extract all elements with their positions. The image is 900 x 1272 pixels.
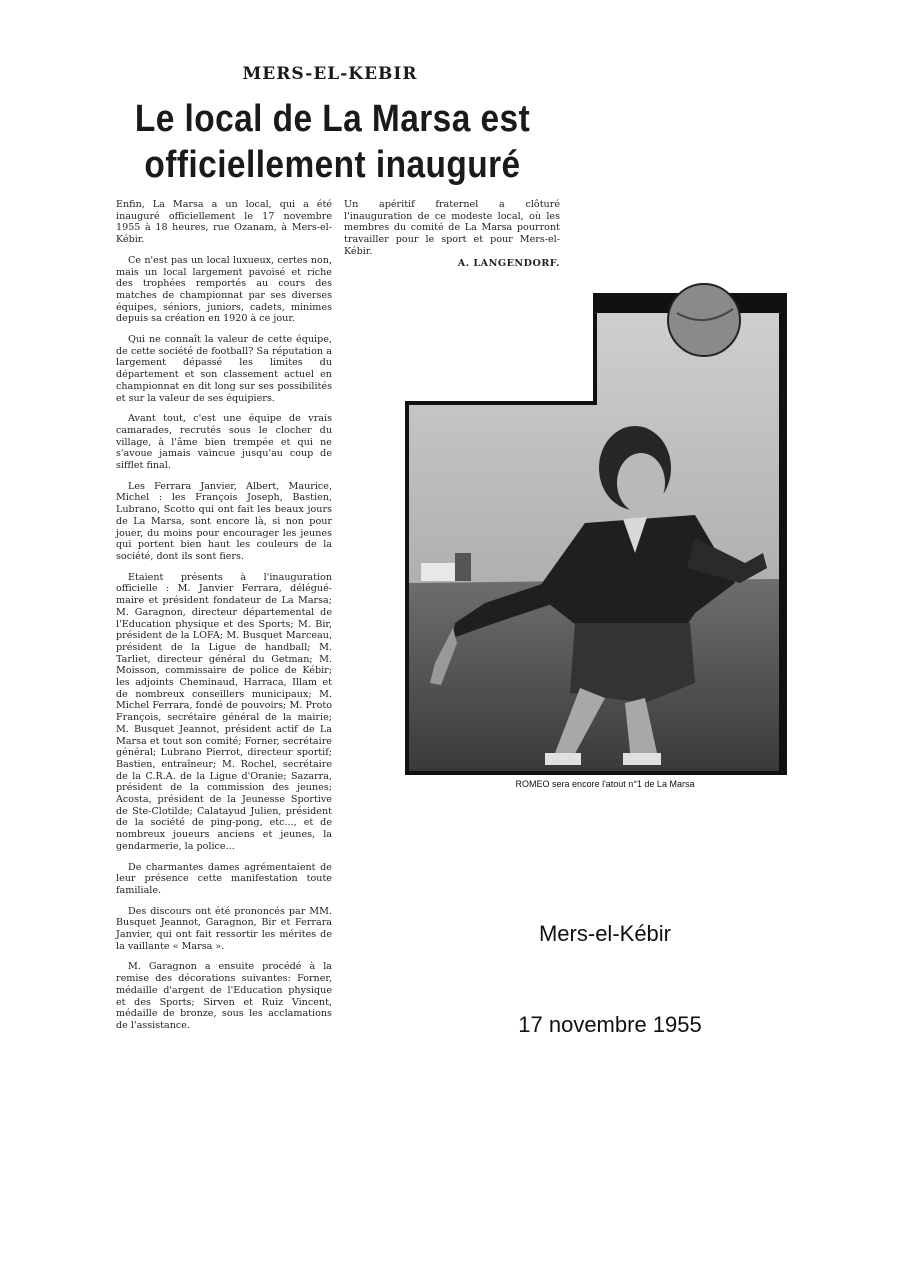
paragraph: Un apéritif fraternel a clôturé l'inauguration de ce modeste local, où les membres du comité de La Marsa pourront travailler pour le sport et pour Mers-el-Kébir.: [344, 199, 560, 257]
annotation-place: Mers-el-Kébir: [538, 921, 672, 946]
paragraph: Des discours ont été prononcés par MM. Busquet Jeannot, Garagnon, Bir et Ferrara Janvier, qui ont fait ressortir les mérites de la vaillante « Marsa ».: [116, 905, 332, 952]
paragraph: Les Ferrara Janvier, Albert, Maurice, Michel : les François Joseph, Bastien, Lubrano, Scotto qui ont fait les beaux jours de La Marsa, sont encore là, si non pour jouer, du moins pour encourager les jeunes qui portent bien haut les couleurs de la société, dont ils sont fiers.: [116, 480, 332, 562]
paragraph: Etaient présents à l'inauguration officielle : M. Janvier Ferrara, délégué-maire et président fondateur de La Marsa; M. Garagnon, directeur départemental de l'Education physique et des Sports; M. Bir, président de la LOFA; M. Busquet Marceau, président de la Ligue de handball; M. Tarliet, directeur général du Getman; M. Moisson, commissaire de police de Kébir; les adjoints Cheminaud, Harraca, Illam et de nombreux conseillers municipaux; M. Michel Ferrara, fondé de pouvoirs; M. Proto François, secrétaire général de la mairie; M. Busquet Jeannot, président actif de La Marsa et tout son comité; Forner, secrétaire général; Lubrano Pierrot, directeur sportif; Bastien, entraîneur; M. Rochel, secrétaire de la C.R.A. de la Ligue d'Oranie; Sazarra, président de la commission des jeunes; Acosta, président de la Jeunesse Sportive de Ste-Clotilde; Calatayud Julien, président de la société de ping-pong, etc..., et de nombreux joueurs anciens et jeunes, la gendarmerie, la police...: [116, 571, 332, 852]
paragraph: Ce n'est pas un local luxueux, certes non, mais un local largement pavoisé et riche des trophées remportés au cours des matches de championnat par ses diverses équipes, séniors, juniors, cadets, minimes depuis sa création en 1920 à ce jour.: [116, 254, 332, 325]
player-photo: [395, 283, 815, 798]
article-left-column: [116, 199, 332, 1041]
article-headline: Le local de La Marsa est officiellement inauguré: [134, 98, 531, 186]
photo-caption: ROMEO sera encore l'atout n°1 de La Marsa: [515, 779, 695, 789]
annotation-date: 17 novembre 1955: [518, 1012, 702, 1037]
paragraph: Avant tout, c'est une équipe de vrais camarades, recrutés sous le clocher du village, à l'âme bien trempée et qui ne s'avoue jamais vaincue jusqu'au coup de sifflet final.: [116, 413, 332, 472]
article-signature: A. LANGENDORF.: [457, 257, 560, 269]
article-kicker: MERS-EL-KEBIR: [242, 64, 418, 84]
paragraph: De charmantes dames agrémentaient de leur présence cette manifestation toute familiale.: [116, 861, 332, 896]
paragraph: Enfin, La Marsa a un local, qui a été inauguré officiellement le 17 novembre 1955 à 18 heures, rue Ozanam, à Mers-el-Kébir.: [116, 199, 332, 246]
article-right-column: [344, 199, 560, 269]
paragraph: Qui ne connaît la valeur de cette équipe, de cette société de football? Sa réputation a largement dépassé les limites du département et son classement actuel en championnat en dit long sur ses possibilités et sur la valeur de ses équipiers.: [116, 334, 332, 404]
paragraph: M. Garagnon a ensuite procédé à la remise des décorations suivantes: Forner, médaille d'argent de l'Education physique et des Sports; Sirven et Ruiz Vincent, médaille de bronze, sous les acclamations de l'assistance.: [116, 961, 332, 1031]
